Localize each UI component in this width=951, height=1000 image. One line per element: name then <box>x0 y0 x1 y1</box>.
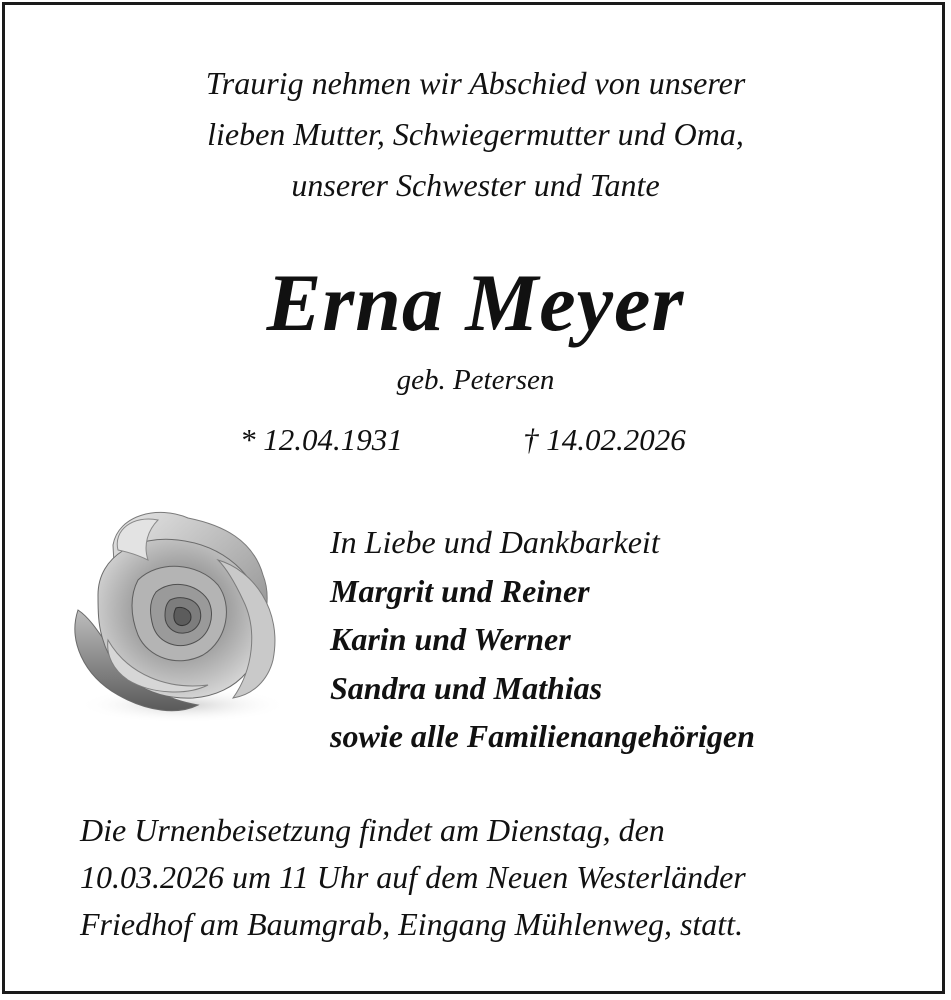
burial-notice <box>80 807 746 948</box>
birth-date: * 12.04.1931 <box>240 422 403 457</box>
intro-line: unserer Schwester und Tante <box>291 167 660 203</box>
mourner-name: Sandra und Mathias <box>330 669 603 706</box>
notice-line: Die Urnenbeisetzung findet am Dienstag, den <box>80 812 665 848</box>
intro-line: lieben Mutter, Schwiegermutter und Oma, <box>207 116 744 152</box>
mourner-name: Margrit und Reiner <box>330 572 590 609</box>
mourner-name: sowie alle Familienangehörigen <box>330 718 755 754</box>
birth-name: geb. Petersen <box>396 364 555 396</box>
mourners-lead: In Liebe und Dankbarkeit <box>330 524 660 560</box>
notice-line: 10.03.2026 um 11 Uhr auf dem Neuen Westerländer <box>80 859 746 895</box>
mourner-name: Karin und Werner <box>330 621 571 657</box>
intro-text <box>0 58 951 211</box>
intro-line: Traurig nehmen wir Abschied von unserer <box>205 65 746 101</box>
deceased-name: Erna Meyer <box>266 257 685 348</box>
mourners-list <box>330 518 755 761</box>
notice-line: Friedhof am Baumgrab, Eingang Mühlenweg, statt. <box>80 906 744 942</box>
rose-icon <box>58 500 288 730</box>
death-date: † 14.02.2026 <box>523 422 686 457</box>
